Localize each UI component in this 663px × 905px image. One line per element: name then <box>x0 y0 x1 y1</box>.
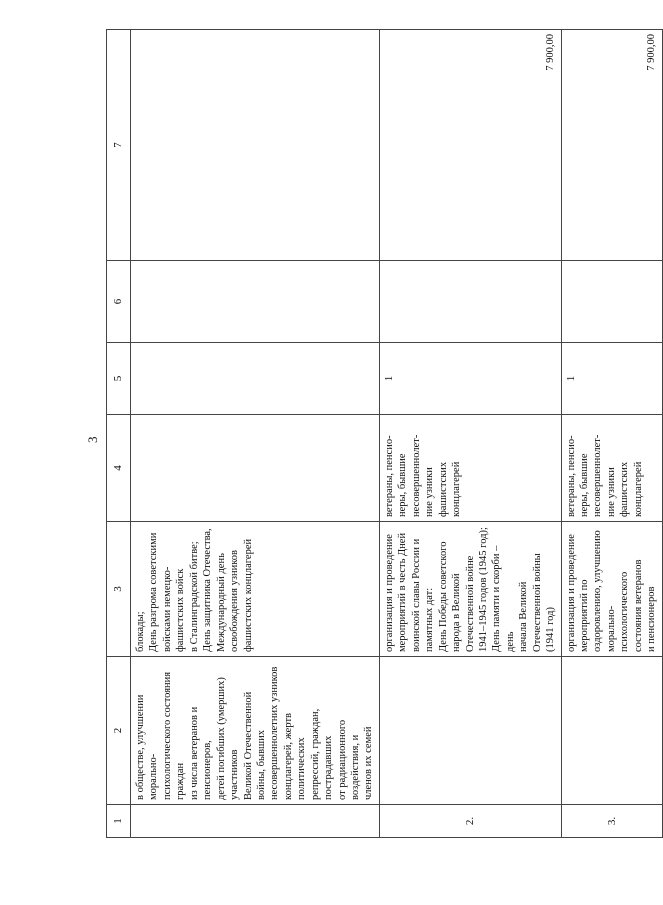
events-cell <box>131 522 380 657</box>
cell-line: неры, бывшие <box>397 453 409 517</box>
cell-line: День Победы советского <box>437 541 449 652</box>
cell-line: фашистских концлагерей <box>242 538 254 652</box>
row-number-cell: 2. <box>379 805 561 838</box>
cell-line: фашистских <box>619 461 631 517</box>
cell-line: и пенсионеров <box>646 586 658 652</box>
cell-line: войсками немецко- <box>161 566 173 652</box>
cell-line: организация и проведение <box>565 534 577 652</box>
amount-cell: 7 900,00 <box>561 30 662 261</box>
empty-cell <box>131 261 380 343</box>
header-cell: 5 <box>107 343 131 415</box>
cell-line: оздоровлению, улучшению <box>592 530 604 652</box>
cell-line: концлагерей <box>451 461 463 517</box>
cell-line: фашистских войск <box>175 568 187 652</box>
cell-line: День памяти и скорби – день <box>491 545 516 652</box>
cell-line: ветераны, пенсио- <box>383 435 395 517</box>
cell-line: в Сталинградской битве; <box>188 541 200 652</box>
cell-line: концлагерей, жертв политических <box>282 713 308 800</box>
direction-cell <box>561 657 662 805</box>
cell-line: (1941 год) <box>545 607 557 652</box>
cell-line: организация и проведение <box>383 534 395 652</box>
cell-line: репрессий, граждан, пострадавших <box>309 708 335 800</box>
cell-line: Великой Отечественной войны, бывших <box>242 691 267 800</box>
header-cell: 4 <box>107 415 131 522</box>
events-cell <box>561 522 662 657</box>
page-number: 3 <box>85 436 100 443</box>
header-row <box>107 30 131 838</box>
cell-line: несовершеннолет- <box>592 434 604 517</box>
cell-line: от радиационного воздействия, и <box>336 719 361 800</box>
cell-line: из числа ветеранов и пенсионеров, <box>188 706 214 800</box>
cell-line: начала Великой <box>518 581 530 652</box>
row-number-cell: 3. <box>561 805 662 838</box>
cell-line: Отечественной войны <box>531 553 543 652</box>
quantity-cell: 1 <box>379 343 561 415</box>
direction-cell <box>131 657 380 805</box>
header-cell: 1 <box>107 805 131 838</box>
cell-line: морально-психологического <box>605 571 631 652</box>
cell-line: памятных дат: <box>424 587 436 652</box>
cell-line: концлагерей <box>632 461 644 517</box>
table-body <box>107 30 663 838</box>
cell-line: День защитника Отечества, <box>202 528 214 652</box>
cell-line: детей погибших (умерших) участников <box>215 677 241 800</box>
header-cell: 6 <box>107 261 131 343</box>
header-cell: 3 <box>107 522 131 657</box>
amount-cell: 7 900,00 <box>379 30 561 261</box>
header-cell: 7 <box>107 30 131 261</box>
cell-line: ние узники <box>605 467 617 517</box>
cell-line: ветераны, пенсио- <box>565 435 577 517</box>
cell-line: 1941–1945 годов (1945 год); <box>477 527 489 652</box>
cell-line: несовершеннолетних узников <box>269 666 281 800</box>
empty-cell <box>379 261 561 343</box>
cell-line: народа в Великой <box>451 573 463 652</box>
cell-line: Отечественной войне <box>464 555 476 652</box>
table-row <box>379 30 561 838</box>
cell-line: несовершеннолет- <box>410 434 422 517</box>
quantity-cell: 1 <box>561 343 662 415</box>
header-cell: 2 <box>107 657 131 805</box>
cell-line: мероприятий в честь Дней <box>397 532 409 652</box>
cell-line: неры, бывшие <box>579 453 590 517</box>
direction-cell <box>379 657 561 805</box>
cell-line: психологического состояния граждан <box>161 671 187 800</box>
events-cell <box>379 522 561 657</box>
participants-cell <box>131 415 380 522</box>
cell-line: Международный день <box>215 553 227 652</box>
table-row <box>561 30 662 838</box>
cell-line: в обществе, улучшении морально- <box>135 694 160 800</box>
cell-line: членов их семей <box>363 726 375 800</box>
cell-line: мероприятий по <box>579 579 590 652</box>
empty-cell <box>561 261 662 343</box>
participants-cell <box>379 415 561 522</box>
amount-cell <box>131 30 380 261</box>
cell-line: День разгрома советскими <box>148 532 160 652</box>
quantity-cell <box>131 343 380 415</box>
data-table <box>106 29 663 838</box>
cell-line: фашистских <box>437 461 449 517</box>
cell-line: воинской славы России и <box>410 538 422 652</box>
row-number-cell <box>131 805 380 838</box>
cell-line: ние узники <box>424 467 436 517</box>
participants-cell <box>561 415 662 522</box>
table-row <box>131 30 380 838</box>
cell-line: освобождения узников <box>229 549 241 652</box>
cell-line: состояния ветеранов <box>632 559 644 652</box>
table-rotated <box>106 30 658 838</box>
cell-line: блокады; <box>135 611 146 652</box>
